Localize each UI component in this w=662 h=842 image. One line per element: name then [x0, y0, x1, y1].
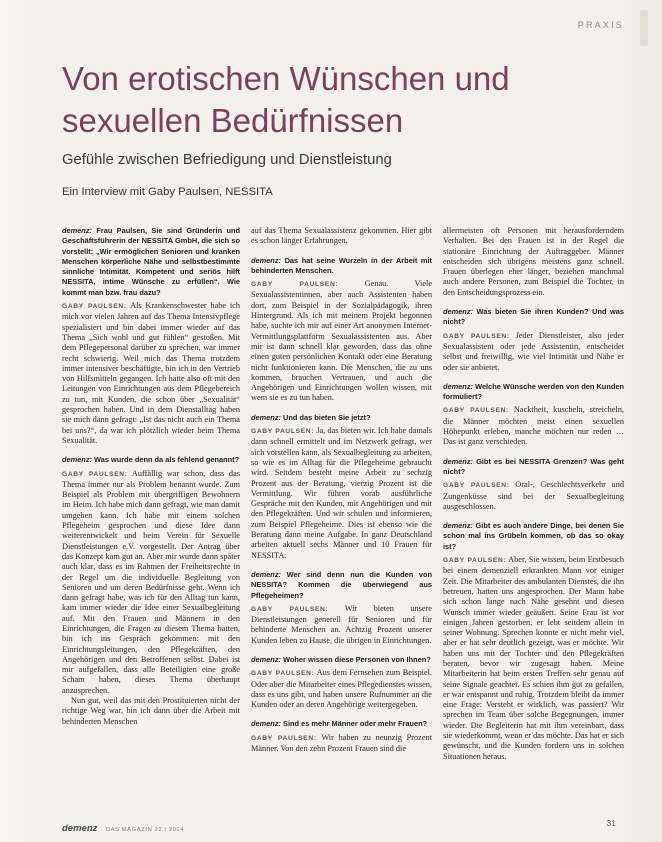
interview-answer [251, 604, 432, 646]
interview-answer [443, 555, 624, 762]
paragraph-text: Als Krankenschwester habe ich mich vor vielen Jahren auf das Thema Intensivpflege spezialisiert und bin dabei immer wieder auf das Thema „Sich wohl und gut fühlen“ gestoßen. Mit dem Pflegepersonal darüber zu sprechen, war immer recht schwierig. Weil mich das Thema trotzdem immer intensiver beschäftigte, bin ich in den Vertrieb von Hilfsmitteln gegangen. Ich hatte also oft mit den Leitungen von Einrichtungen aus dem Pflegebereich zu tun, mit Kunden, die schon über „Sexualität“ gesprochen haben. Und in dem Dienstalltag haben sie mich dann gefragt: „Ist das nicht auch ein Thema bei uns?“, da war ich plötzlich wieder beim Thema Sexualität. [62, 301, 240, 445]
paragraph-text: Ja, das bieten wir. Ich habe damals dann schnell ermittelt und im Netzwerk gefragt, wer sich vorstellen kann, als Sexualbegleitung zu arbeiten, so wie es im Alltag für die Pflegeheime gebraucht wird. Seitdem besteht meine Arbeit zu sechzig Prozent aus der Beratung, vierzig Prozent ist die Vermittlung. Wir führen vorab ausführliche Gespräche mit den Kunden, mit Angehörigen und mit den Pflegekräften. Und wir schulen und informieren, zum Beispiel Pflegeheime. Dies ist ebenso wie die Beratung dann meine Aufgabe. In ganz Deutschland arbeiten aktuell sechs Männer und 10 Frauen für NESSITA. [251, 426, 432, 560]
interviewer-label: demenz: [251, 255, 281, 265]
speaker-label: GABY PAULSEN: [251, 428, 315, 436]
speaker-label: GABY PAULSEN: [443, 482, 510, 490]
text-column-2 [251, 226, 432, 814]
interview-answer [443, 480, 624, 512]
interviewer-label: demenz: [443, 381, 473, 391]
text-column-3 [443, 226, 624, 814]
body-paragraph [443, 226, 624, 298]
interview-answer [251, 733, 432, 755]
interviewer-label: demenz: [62, 455, 92, 465]
paragraph-text: Auffällig war schon, dass das Thema immer nur als Problem benannt wurde. Zum Beispiel als Problem mit übergriffigen Bewohnern im Heim. Ich habe mich dann gefragt, wie man damit umgehen kann. Ich habe mit einem solchen Pflegeheim gesprochen und diese Idee dann weiterentwickelt und beim Verein für Sexuelle Dienstleistungen e.V. vorgestellt. Der Antrag über das Konzept kam gut an. Aber mir wurde dann später auch klar, dass es im Rahmen der Freiheitsrechte in der Regel um die individuelle Begleitung von Senioren und um deren Bedürfnisse geht. Wenn ich dann gefragt habe, was ich für den Alltag tun kann, kam immer wieder die Idee einer Sexualbegleitung auf. Mit den Frauen und Männern in den Einrichtungen, die Fragen zu diesem Thema hatten, bin ich ins Gespräch gekommen: mit den Einrichtungsleitungen, den Pflegekräften, den Angehörigen und den Betroffenen selbst. Dabei ist mir aufgefallen, dass alle Beteiligten eine große Scham haben, dieses Thema überhaupt anzusprechen. [62, 468, 240, 695]
interviewer-label: demenz: [251, 654, 281, 664]
paragraph-text: Sind es mehr Männer oder mehr Frauen? [283, 719, 428, 729]
interviewer-label: demenz: [443, 307, 473, 317]
interview-question [62, 226, 240, 298]
interviewer-label: demenz: [251, 412, 281, 422]
interviewer-label: demenz: [251, 719, 281, 729]
article-intro: Ein Interview mit Gaby Paulsen, NESSITA [62, 186, 273, 198]
interview-answer [443, 405, 624, 447]
speaker-label: GABY PAULSEN: [62, 303, 127, 311]
interviewer-label: demenz: [443, 456, 473, 466]
interview-question [443, 307, 624, 328]
text-column-1 [62, 226, 240, 814]
paragraph-text: Genau. Viele Sexualassistentinnen, aber auch Assistenten haben dort, zum Beispiel in der Sozialpädagogik, ihren Hintergrund. Als ich mit meinem Projekt begonnen habe, suchte ich mir auf einer Art anonymen Internet-Vermittlungsplattform Sexualassistenten aus. Aber mir ist dann schnell klar geworden, dass das ohne einen guten persönlichen Kontakt oder eine Beratung nicht funktionieren kann. Die Menschen, die zu uns kommen, brauchen Vertrauen, und auch die Angehörigen und Einrichtungen wollen wissen, mit wem sie es zu tun haben. [251, 279, 432, 403]
paragraph-text: allermeisten oft Personen mit herausforderndem Verhalten. Bei den Frauen ist in der Regel die stationäre Einrichtung der Auftraggeber. Männer entscheiden sich übrigens meistens ganz schnell. Frauen überlegen eher länger, beziehen manchmal auch andere Personen, zum Beispiel die Tochter, in den Entscheidungsprozess ein. [443, 226, 624, 297]
paragraph-text: Aber, Sie wissen, beim Erstbesuch bei einem demenziell erkrankten Mann vor einiger Zeit. Die Mitarbeiter des ambulanten Dienstes, die ihn betreuen, hatten uns angesprochen. Der Mann habe sich schon lange nach Nähe gesehnt und diesen Wunsch immer wieder geäußert. Seine Frau ist vor einigen Jahren gestorben, er lebt seitdem allein in seiner Wohnung. Sprechen konnte er nicht mehr viel, aber er hat sehr deutlich gezeigt, was er möchte. Wir haben uns mit der Tochter und den Pflegekräften beraten, bevor wir zugesagt haben. Meine Mitarbeiterin hat beim ersten Treffen sehr genau auf seine Signale geachtet. Es schien ihm gut zu gefallen, er war entspannt und ruhig. Trotzdem bleibt da immer eine Frage: Versteht er wirklich, was passiert? Wir sprechen im Team über solche Begegnungen, immer wieder. Die Begleiterin hat mit ihm vereinbart, dass sie wiederkommt, wenn er das möchte. Das hat er sich gewünscht, und die Kunden fordern uns in solchen Situationen heraus. [443, 555, 624, 761]
interview-question [443, 521, 624, 552]
interview-question [443, 382, 624, 403]
paragraph-text: Und das bieten Sie jetzt? [283, 412, 371, 422]
speaker-label: GABY PAULSEN: [251, 734, 317, 742]
interview-answer [62, 301, 240, 446]
paragraph-text: Was bieten Sie ihren Kunden? Und was nicht? [443, 307, 624, 327]
paragraph-text: Gibt es auch andere Dinge, bei denen Sie schon mal ins Grübeln kommen, ob das so okay ist? [443, 521, 624, 551]
interview-answer [251, 279, 432, 404]
paragraph-text: Gibt es bei NESSITA Grenzen? Was geht nicht? [443, 456, 624, 476]
section-label: PRAXIS [577, 20, 624, 30]
paragraph-text: Aus dem Fernsehen zum Beispiel. Oder aber die Mitarbeiter eines Pflegedienstes wissen, dass es uns gibt, und haben unsere Rufnummer an die Kunden oder an deren Angehörige weitergegeben. [251, 668, 432, 710]
footer-magazine-name: demenz [62, 823, 98, 834]
interview-question [251, 413, 432, 423]
paragraph-text: Nacktheit, kuscheln, streicheln, die Männer möchten meist einen sexuellen Höhepunkt erleben, manche möchten nur reden … Das ist ganz verschieden. [443, 405, 624, 447]
interview-answer [251, 668, 432, 710]
interview-answer [443, 331, 624, 373]
speaker-label: GABY PAULSEN: [443, 332, 510, 340]
paragraph-text: Woher wissen diese Personen von Ihnen? [283, 654, 431, 664]
interview-answer [62, 469, 240, 697]
interviewer-label: demenz: [251, 569, 281, 579]
interview-question [251, 570, 432, 601]
interview-question [251, 655, 432, 665]
speaker-label: GABY PAULSEN: [251, 281, 339, 289]
interview-answer [251, 426, 432, 561]
interview-question [62, 455, 240, 465]
speaker-label: GABY PAULSEN: [443, 557, 507, 565]
speaker-label: GABY PAULSEN: [62, 470, 128, 478]
paragraph-text: Wir bieten unsere Dienstleistungen generell für Senioren und für behinderte Menschen an. Achtzig Prozent unserer Kunden leben zu Hause, die übrigen in Einrichtungen. [251, 603, 432, 645]
page-tab-marker [640, 10, 648, 46]
page-number: 31 [606, 818, 616, 828]
footer-issue: DAS MAGAZIN 22 | 2014 [105, 827, 185, 833]
interviewer-label: demenz: [443, 521, 473, 531]
interview-question [443, 457, 624, 478]
paragraph-text: Jeder Dienstleister, also jeder Sexualassistent oder jede Assistentin, entscheidet selbst und freiwillig, wie viel Intimität und Nähe er oder sie anbietet. [443, 330, 624, 372]
speaker-label: GABY PAULSEN: [251, 605, 329, 613]
body-paragraph [251, 226, 432, 247]
interview-question [251, 256, 432, 277]
interview-question [251, 719, 432, 729]
page-footer [62, 818, 616, 832]
paragraph-text: Welche Wünsche werden von den Kunden formuliert? [443, 381, 624, 402]
article-subtitle: Gefühle zwischen Befriedigung und Dienstleistung [62, 152, 392, 168]
speaker-label: GABY PAULSEN: [443, 407, 509, 415]
paragraph-text: Wer sind denn nun die Kunden von NESSITA? Kommen die überwiegend aus Pflegeheimen? [251, 569, 432, 600]
paragraph-text: Frau Paulsen, Sie sind Gründerin und Geschäftsführerin der NESSITA GmbH, die sich so vorstellt: „Wir ermöglichen Senioren und kranken Menschen körperliche Nähe und selbstbestimmte sinnliche Intimität. Kompetent und seriös hilft NESSITA, intime Wünsche zu erfüllen“. Wie kommt man bzw. frau dazu? [62, 226, 240, 297]
article-title: Von erotischen Wünschen und sexuellen Bedürfnissen [62, 60, 510, 139]
paragraph-text: Nun gut, weil das mit den Prostituierten nicht der richtige Weg war, bin ich dann über die Arbeit mit behinderten Menschen [62, 696, 240, 726]
body-paragraph [62, 696, 240, 727]
paragraph-text: Das hat seine Wurzeln in der Arbeit mit behinderten Menschen. [251, 255, 432, 275]
paragraph-text: auf das Thema Sexualassistenz gekommen. Hier gibt es schon länger Erfahrungen. [251, 226, 432, 246]
interviewer-label: demenz: [62, 226, 92, 235]
paragraph-text: Wir haben zu neunzig Prozent Männer. Von den zehn Prozent Frauen sind die [251, 732, 432, 754]
paragraph-text: Oral-, Geschlechtsverkehr und Zungenküsse sind bei der Sexualbegleitung ausgeschlossen. [443, 480, 624, 511]
paragraph-text: Was wurde denn da als fehlend genannt? [94, 455, 240, 465]
speaker-label: GABY PAULSEN: [251, 670, 315, 678]
